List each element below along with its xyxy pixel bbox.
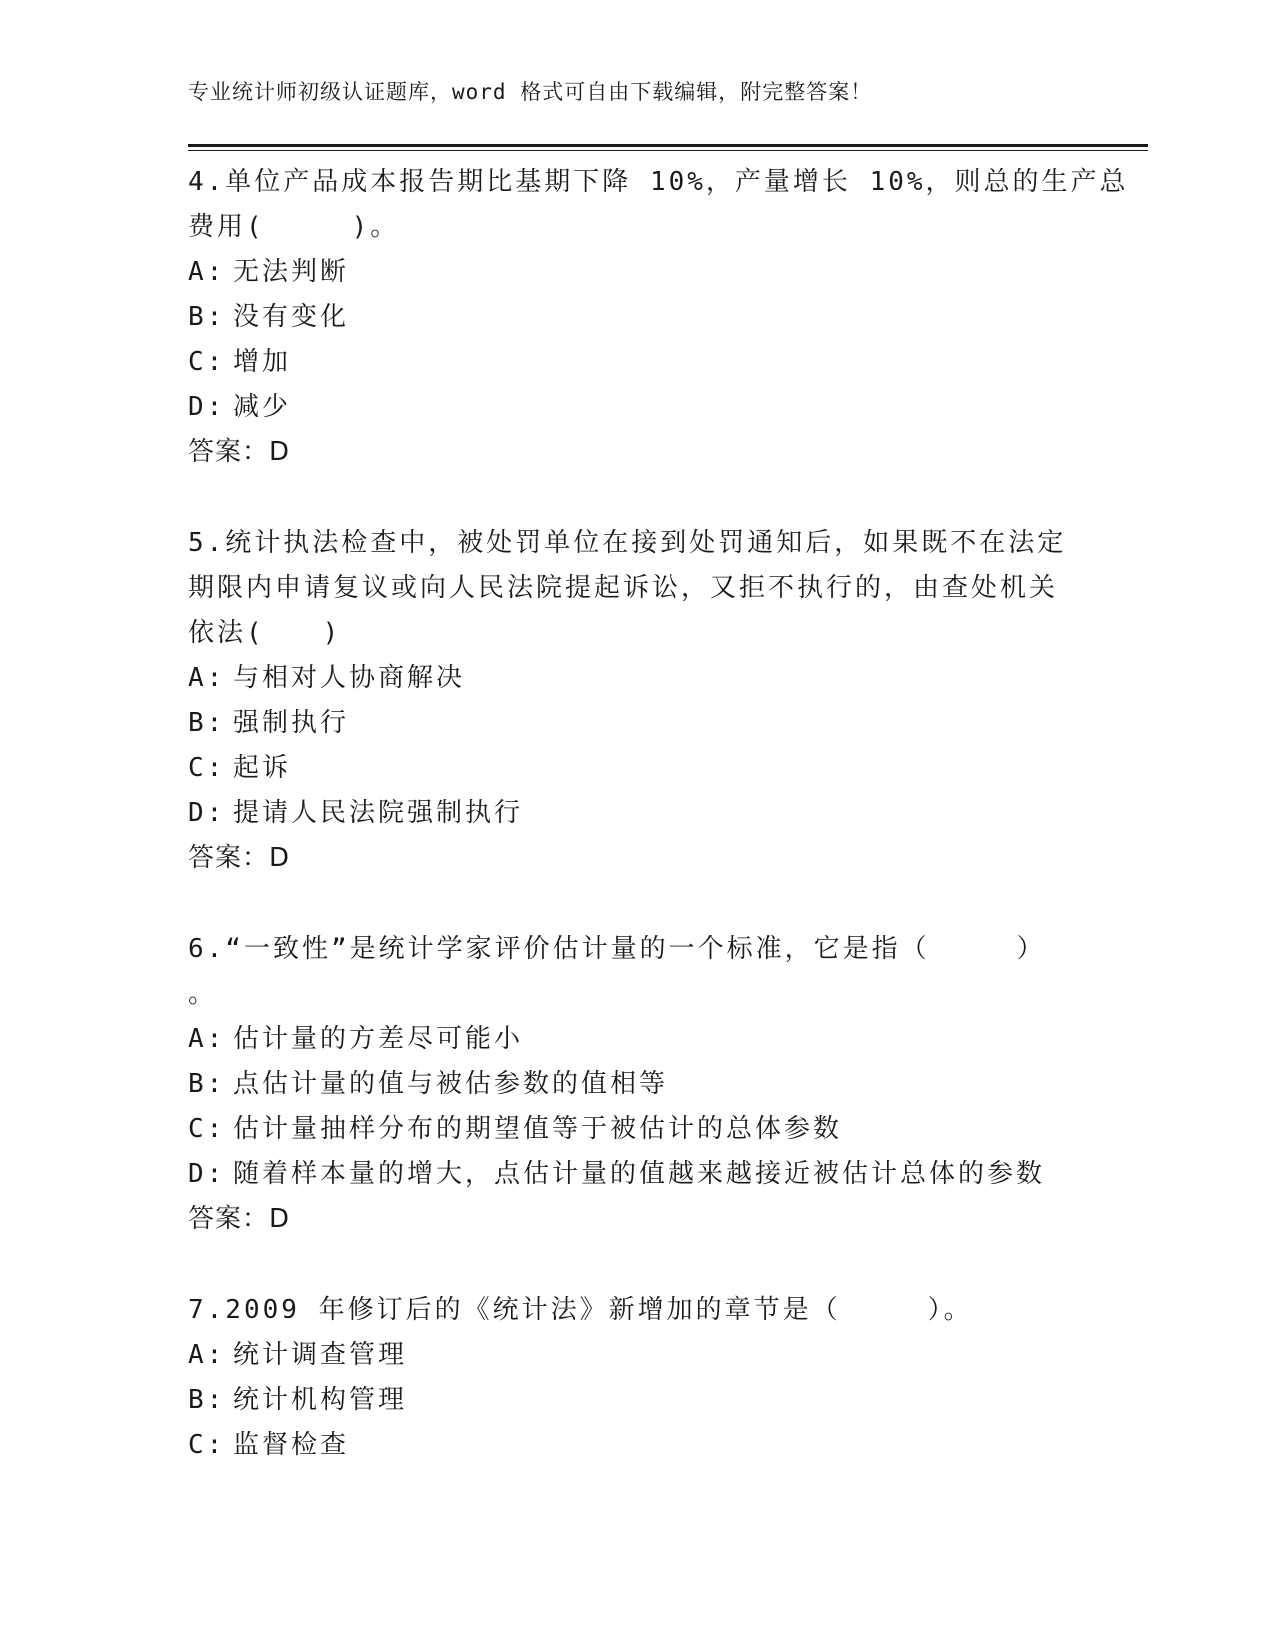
option-text: 估计量的方差尽可能小: [233, 1024, 524, 1054]
option-letter: B:: [188, 1069, 226, 1099]
option-letter: C:: [188, 753, 226, 783]
answer-key: 答案：D: [188, 1204, 291, 1234]
answer-option: [188, 340, 1088, 385]
question-block: [188, 160, 1129, 475]
option-letter: B:: [188, 1385, 226, 1415]
answer-key: 答案：D: [188, 843, 291, 873]
answer-option: [188, 295, 1088, 340]
option-letter: D:: [188, 392, 226, 422]
option-text: 没有变化: [233, 302, 350, 332]
answer-option: [188, 1062, 1088, 1107]
question-text: 7.2009 年修订后的《统计法》新增加的章节是（ ）。: [188, 1295, 973, 1325]
page-header: 专业统计师初级认证题库，word 格式可自由下载编辑，附完整答案！: [188, 80, 873, 104]
option-text: 减少: [233, 392, 292, 422]
option-text: 强制执行: [233, 708, 350, 738]
answer-option: [188, 385, 1088, 430]
option-letter: B:: [188, 708, 226, 738]
question-block: [188, 927, 1088, 1242]
option-text: 点估计量的值与被估参数的值相等: [233, 1069, 669, 1099]
question-text: 。: [188, 979, 218, 1009]
question-block: [188, 521, 1088, 881]
answer-option: [188, 1423, 1088, 1468]
option-text: 监督检查: [233, 1430, 350, 1460]
option-text: 统计机构管理: [233, 1385, 408, 1415]
option-letter: C:: [188, 1114, 226, 1144]
option-letter: A:: [188, 1340, 226, 1370]
option-letter: D:: [188, 798, 226, 828]
option-text: 与相对人协商解决: [233, 663, 466, 693]
option-text: 增加: [233, 347, 292, 377]
option-letter: C:: [188, 1430, 226, 1460]
question-text: 费用( )。: [188, 212, 400, 242]
option-text: 提请人民法院强制执行: [233, 798, 524, 828]
question-text: 依法( ): [188, 618, 342, 648]
option-text: 起诉: [233, 753, 292, 783]
answer-option: [188, 701, 1088, 746]
question-block: [188, 1288, 1088, 1468]
option-letter: A:: [188, 663, 226, 693]
answer-option: [188, 791, 1088, 836]
answer-option: [188, 1152, 1088, 1197]
question-text: 5.统计执法检查中，被处罚单位在接到处罚通知后，如果既不在法定: [188, 528, 1067, 558]
option-letter: A:: [188, 1024, 226, 1054]
answer-key: 答案：D: [188, 437, 291, 467]
answer-option: [188, 1107, 1088, 1152]
option-letter: B:: [188, 302, 226, 332]
answer-option: [188, 1017, 1088, 1062]
option-letter: D:: [188, 1159, 226, 1189]
answer-option: [188, 746, 1088, 791]
answer-option: [188, 656, 1088, 701]
answer-option: [188, 1333, 1088, 1378]
option-text: 估计量抽样分布的期望值等于被估计的总体参数: [233, 1114, 843, 1144]
option-text: 随着样本量的增大，点估计量的值越来越接近被估计总体的参数: [233, 1159, 1046, 1189]
header-divider-thin: [188, 150, 1148, 151]
option-letter: C:: [188, 347, 226, 377]
option-text: 无法判断: [233, 257, 350, 287]
question-text: 6.“一致性”是统计学家评价估计量的一个标准，它是指（ ）: [188, 934, 1046, 964]
answer-option: [188, 1378, 1088, 1423]
question-list: [188, 160, 1129, 1514]
option-text: 统计调查管理: [233, 1340, 408, 1370]
answer-option: [188, 250, 1088, 295]
option-letter: A:: [188, 257, 226, 287]
question-text: 4.单位产品成本报告期比基期下降 10%，产量增长 10%，则总的生产总: [188, 167, 1129, 197]
question-text: 期限内申请复议或向人民法院提起诉讼，又拒不执行的，由查处机关: [188, 573, 1059, 603]
header-divider-thick: [188, 144, 1148, 147]
